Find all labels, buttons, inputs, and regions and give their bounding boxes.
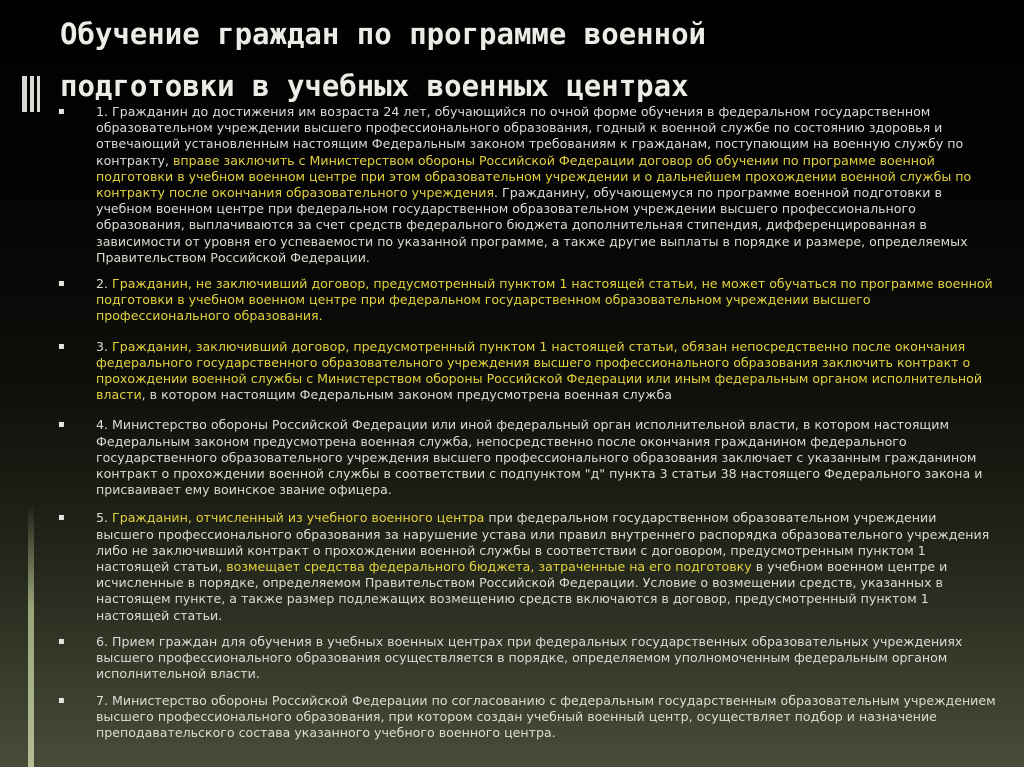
bullet-icon: ▪	[58, 694, 65, 706]
paragraph-text: 2.	[96, 276, 113, 292]
paragraph-item-6	[58, 634, 998, 683]
slide-title	[60, 8, 1000, 112]
highlighted-text: Гражданин, отчисленный из учебного военного центра	[112, 510, 485, 526]
decorative-side-bar	[28, 505, 34, 767]
slide-title-line-2: подготовки в учебных военных центрах	[60, 69, 689, 103]
bullet-icon: ▪	[58, 106, 65, 117]
slide-title-line-1: Обучение граждан по программе военной	[60, 17, 707, 51]
decorative-bars-icon	[22, 76, 44, 112]
paragraph-list	[58, 104, 998, 751]
paragraph-text: 4. Министерство обороны Российской Федерации или иной федеральный орган исполнительной власти, в котором настоящим Федеральным законом предусмотрена военная служба, непосредственно после окончания гражданином федерального государственного образовательного учреждения высшего профессионального образования заключает с указанным гражданином контракт о прохождении военной службы в соответствии с подпунктом "д" пункта 3 статьи 38 настоящего Федерального закона и присваивает ему воинское звание офицера.	[96, 417, 983, 498]
highlighted-text: вправе заключить с Министерством обороны Российской Федерации договор об обучении по программе военной подготовки в учебном военном центре при этом образовательном учреждении и о дальнейшем прохождении военной службы по контракту после окончания образовательного учреждения	[96, 152, 972, 201]
paragraph-text: в учебном военном центре и исчисленные в порядке, определяемом Правительством Российской Федерации. Условие о возмещении средств, указанных в настоящем пункте, а также размер подлежащих возмещению средств включаются в договор, предусмотренный пунктом 1 настоящей статьи.	[96, 559, 948, 623]
paragraph-text: 6. Прием граждан для обучения в учебных военных центрах при федеральных государственных образовательных учреждениях высшего профессионального образования осуществляется в порядке, определяемом уполномоченным федеральным органом исполнительной власти.	[96, 633, 963, 682]
highlighted-text: возмещает средства федерального бюджета, затраченные на его подготовку	[226, 559, 752, 575]
paragraph-item-2	[58, 276, 998, 325]
bullet-icon: ▪	[58, 512, 65, 524]
paragraph-text: 7. Министерство обороны Российской Федерации по согласованию с федеральным государственным образовательным учреждением высшего профессионального образования, при котором создан учебный военный центр, осуществляет подбор и назначение преподавательского состава указанного учебного военного центра.	[96, 692, 996, 740]
bullet-icon: ▪	[58, 419, 65, 431]
paragraph-text: 3.	[96, 338, 113, 354]
paragraph-item-5	[58, 510, 998, 623]
paragraph-text: при федеральном государственном образовательном учреждении высшего профессионального образования за нарушение устава или правил внутреннего распорядка образовательного учреждения либо не заключивший контракт о прохождении военной службы в соответствии с договором, предусмотренным пунктом 1 настоящей статьи,	[96, 510, 990, 575]
bullet-icon: ▪	[58, 278, 65, 290]
paragraph-item-7	[58, 693, 998, 742]
paragraph-item-1	[58, 104, 998, 266]
paragraph-text: , в котором настоящим Федеральным законом предусмотрена военная служба	[141, 387, 672, 403]
highlighted-text: Гражданин, заключивший договор, предусмотренный пунктом 1 настоящей статьи, обязан непосредственно после окончания федерального государственного образовательного учреждения высшего профессионального образования заключить контракт о прохождении военной службы с Министерством обороны Российской Федерации или иным федеральным органом исполнительной власти	[96, 338, 983, 403]
paragraph-text: 5.	[96, 510, 113, 526]
paragraph-text: . Гражданину, обучающемуся по программе военной подготовки в учебном военном центре при федеральном государственном образовательном учреждении высшего профессионального образования, выплачиваются за счет средств федерального бюджета дополнительная стипендия, дифференцированная в зависимости от уровня его успеваемости по указанной программе, а также другие выплаты в порядке и размере, определяемых Правительством Российской Федерации.	[96, 185, 968, 265]
bullet-icon: ▪	[58, 635, 65, 647]
paragraph-item-4	[58, 417, 998, 498]
highlighted-text: Гражданин, не заключивший договор, предусмотренный пунктом 1 настоящей статьи, не может обучаться по программе военной подготовки в учебном военном центре при федеральном государственном образовательном учреждении высшего профессионального образования.	[96, 276, 993, 324]
paragraph-item-3	[58, 339, 998, 404]
bullet-icon: ▪	[58, 340, 65, 352]
paragraph-text: 1. Гражданин до достижения им возраста 24 лет, обучающийся по очной форме обучения в федеральном государственном образовательном учреждении высшего профессионального образования, годный к военной службе по состоянию здоровья и отвечающий установленным настоящим Федеральным законом требованиям к гражданам, поступающим на военную службу по контракту,	[96, 104, 964, 168]
